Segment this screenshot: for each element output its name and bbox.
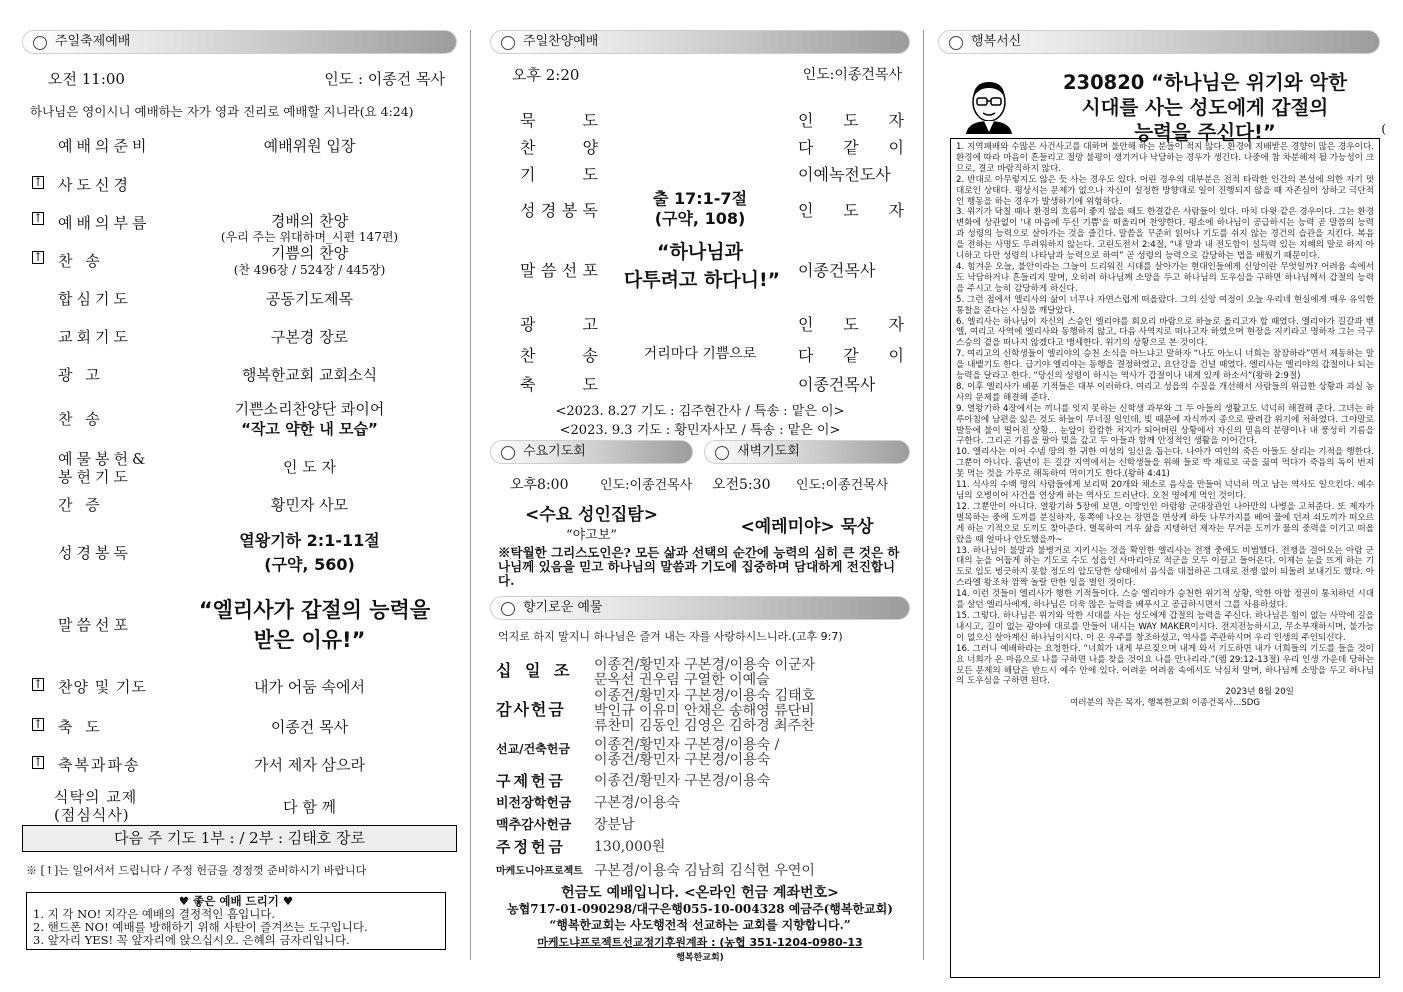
wednesday-header: 수요기도회 bbox=[490, 440, 693, 464]
letter-paragraph: 9. 열왕기하 4장에서는 끼니를 잇지 못하는 신학생 과부와 그 두 아들의 생활고도 넉넉히 해결해 준다. 그녀는 하루아침에 남편을 잃은 것도 하늘이 무너질 일인데, 빚 때문에 자식까지 종으로 팔려갈 위기에 처하였다. 그야말로 발등에 불이 떨어진 상황... 눈앞이 캄캄한 처지가 되어버린 상황에서 자신의 믿음의 분량이나 내 풍성히 기름을 구한다. 그리곤 기름을 팔아 빚을 갚고 두 아들과 함께 안정적인 생활을 이어간다. bbox=[956, 403, 1374, 447]
letter-paragraph: 1. 지역패배와 수많은 사건사고를 대하며 불안해 하는 분들이 적지 않다. 환경에 지배받은 경향이 많은 경우이다. 환경에 따라 마음이 흔들리고 절망 불평이 생기거나 낙담하는 경우가 생긴다. 나중에 참 차분해져 될 가능성이 크므로, 결코 바람직하지 않다. bbox=[956, 142, 1374, 174]
online-offering-title: 헌금도 예배입니다. <온라인 헌금 계좌번호> bbox=[561, 885, 839, 901]
letter-title: 230820 “하나님은 위기와 악한 시대를 사는 성도에게 갑절의 능력을 주신다!” bbox=[1062, 71, 1348, 144]
mission-statement: “행복한교회는 사도행전적 선교하는 교회를 지향합니다.” bbox=[549, 918, 851, 932]
sunday-service-column: 주일축제예배 오전 11:00 인도 : 이종건 목사 하나님은 영이시니 예배하는 자가 영과 진리로 예배할 지니라(요 4:24) 예배의준비 예배위원 입장 ↑ 사도신경 ↑ 예배의부름 경배의 찬양 (우리 주는 위대하며_시편 147편) ↑ 찬 송 기쁨의 찬양 (찬 496장 / 524장 / 445장) 합심기도 공동기도제목 교회기도 구본경 장로 광 고 행복한교회 교회소식 찬 송 기쁜소리찬양단 콰이어 “작고 약한 내 모습” 예물봉헌& 봉헌기도 인 도 자 간 증 황민자 사모 성경봉독 열왕기하 2:1-11절 (구약, 560) 말씀선포 “엘리사가 갑절의 능력을 받은 이유!” ↑ 찬양 및 기도 내가 어둠 속에서 ↑ 축 도 이종건 목사 ↑ 축복과파송 가서 제자 삼으라 식탁의 교제 (점심식사) 다 함 께 다음 주 기도 1부 : / 2부 : 김태호 장로 ※ [↑]는 일어서서 드립니다 / 주정 헌금을 경정껏 준비하시기 바랍니다 ♥ 좋은 예배 드리기 ♥ 1. 지 각 NO! 지각은 예배의 결정적인 흠입니다. 2. 핸드폰 NO! 예배를 방해하기 위해 사탄이 즐겨쓰는 도구입니다. 3. 앞자리 YES! 꼭 앞자리에 앉으십시오. 은혜의 금자리입니다. bbox=[22, 30, 457, 54]
pastor-portrait bbox=[960, 76, 1018, 134]
etiquette-item: 2. 핸드폰 NO! 예배를 방해하기 위해 사탄이 즐겨쓰는 도구입니다. bbox=[33, 920, 368, 934]
service-verse: 하나님은 영이시니 예배하는 자가 영과 진리로 예배할 지니라(요 4:24) bbox=[30, 104, 414, 119]
letter-paragraph: 6. 엘리사는 하나님이 자신의 스승인 엘리야를 회오리 바람으로 하늘로 올리고자 할 때였다. 엘리야가 길갈과 벧엘, 여리고 사역에 엘리사와 동행하지 않고, 다음 사역지로 떠나고자 하였으며 현장을 지키라고 명하자 그는 극구 스승의 곁을 떠나지 않겠다고 맹세한다. 위기의 상황으로 본 것이다. bbox=[956, 316, 1374, 349]
worship-etiquette bbox=[26, 892, 446, 950]
letter-paragraph: 16. 그러니 예배하라는 요청한다. “너희가 내게 부르짖으며 내게 와서 기도하면 내가 너희들의 기도를 들을 것이요 너희가 온 마음으로 나를 구하면 나를 찾을 것이요 나를 만나리라.”(렘 29:12-13절) 우리 인생 가운데 당하는 모든 문제의 해답은 반드시 예수 안에 있다. 어려운 어려움 속에서도 낙심치 말며, 하나님께 소망을 두고 하나님의 도우심을 구하면 된다. bbox=[956, 643, 1374, 687]
letter-paragraph: 12. 그뿐만이 아니다. 열왕기하 5장에 보면, 이방인인 아람왕 군대장관인 나아만의 나병을 고쳐준다. 또 제자가 벌목하는 중에 도끼를 분실하자, 동쪽에 나오는 장면을 연상케 하듯 나무가지를 베어 물에 던져 쇠도끼가 떠오르게 하는 기적으로 도끼도 찾아준다. 벌목하여 겨우 삶을 지탱하던 제자는 무거운 도끼가 물의 중력을 이기고 떠올랐을 때 얼마나 안도했을까~ bbox=[956, 501, 1374, 545]
letter-body bbox=[950, 138, 1380, 978]
wednesday-note: ※탁월한 그리스도인은? 모든 삶과 선택의 순간에 능력의 심히 큰 것은 하나님께 있음을 믿고 하나님의 말씀과 기도에 집중하며 담대하게 전진합니다. bbox=[498, 545, 900, 588]
letter-paragraph: 2. 반대로 아무렇지도 않은 듯 사는 경우도 있다. 어린 경우의 대부분은 전적 타락한 인간의 본성에 의한 자기 멋대로인 상태다. 평상시는 문제가 없으나 자신이 설정한 방향대로 일이 진행되지 않을 때 자존심이 상하고 극단적인 행동을 하는 경우가 발생하기에 위험하다. bbox=[956, 174, 1374, 207]
letter-paragraph: 7. 여리고의 신학생들이 엘리야의 승천 소식을 아느냐고 말하자 “나도 아노니 너희는 잠잠하라”면서 제동하는 말을 내뱉기도 한다. 급기야 엘리야는 동행을 결정하였고, 요단강을 건널 때였다. 엘리사는 엘리야의 갑절이나 되는 능력을 달라고 한다. “당신의 성령이 하시는 역사가 갑절이나 내게 있게 하소서”(왕하 2:9절) bbox=[956, 349, 1374, 382]
wed-leader: 인도:이종건목사 bbox=[600, 478, 693, 493]
wed-title: <수요 성인집탐> bbox=[525, 505, 658, 525]
wed-time: 오후8:00 bbox=[510, 477, 569, 493]
stand-icon: ↑ bbox=[33, 755, 44, 769]
sunday-service-header: 주일축제예배 bbox=[22, 30, 457, 54]
pastor-letter-header: 행복서신 bbox=[938, 30, 1380, 54]
etiquette-title: ♥ 좋은 예배 드리기 ♥ bbox=[178, 894, 294, 908]
stand-icon: ↑ bbox=[33, 717, 44, 731]
letter-signature: 여러분의 작은 목자, 행복한교회 이종건목사...SDG bbox=[1069, 698, 1260, 709]
pastor-letter-column: 행복서신 230820 “하나님은 위기와 악한 시대를 사는 성도에게 갑절의 능력을 주신다!” ( 1. 지역패배와 수많은 사건사고를 대하며 불안해 하는 분들이 적지 않다. 환경에 지배받은 경향이 많은 경우이다. 환경에 따라 마음이 흔들리고 절망 불평이 생기거나 낙담하는 경우가 생긴다. 나중에 참 차분해져 될 가능성이 크므로, 결코 바람직하지 않다. 2. 반대로 아무렇지도 않은 듯 사는 경우도 있다. 어린 경우의 대부분은 전적 타락한 인간의 본성에 의한 자기 멋대로인 상태다. 평상시는 문제가 없으나 자신이 설정한 방향대로 일이 진행되지 않을 때 자존심이 상하고 극단적인 행동을 하는 경우가 발생하기에 위험하다. 3. 위기가 닥칠 때나 환경의 흐름이 좋지 않을 때도 한결같은 사람들이 있다. 마치 다윗 같은 경우이다. 그는 환경 변화에 상관없이 '내 마음에 두신 기쁨'을 떠올리며 찬양한다. 평소에 하나님이 공급하시는 능력 곧 말씀의 능력과 성령의 능력으로 살아가는 것을 즐긴다. 말씀을 꾸준히 읽어나 기도를 쉬지 않는 경건의 습관을 지킨다. 복음을 전하는 사명도 두려워하지 않는다. 고린도전서 2:4절, “내 말과 내 전도함이 설득력 있는 지혜의 말로 하지 아니하고 다만 성령의 나타남과 능력으로 하여” 곧 성령의 능력으로 감당하는 법을 배웠기 때문이다. 4. 힘겨운 오늘, 불안이라는 그늘이 드리워진 시대를 살아가는 현대인들에게 신앙이란 무엇일까? 어려움 속에서도 낙담하거나 흔들리지 말며, 오히려 하나님께 소망을 두고 하나님의 도우심을 구하면 하나님께서 갑절의 능력을 주시고 능히 감당하게 하신다. 5. 그런 점에서 엘리사의 삶이 너무나 자연스럽게 떠올랐다. 그의 신앙 여정이 오늘 우리네 현실에게 매우 유익한 통찰을 준다는 사실을 깨달았다. 6. 엘리사는 하나님이 자신의 스승인 엘리야를 회오리 바람으로 하늘로 올리고자 할 때였다. 엘리야가 길갈과 벧엘, 여리고 사역에 엘리사와 동행하지 않고, 다음 사역지로 떠나고자 하였으며 현장을 지키라고 명하자 그는 극구 스승의 곁을 떠나지 않겠다고 맹세한다. 위기의 상황으로 본 것이다. 7. 여리고의 신학생들이 엘리야의 승천 소식을 아느냐고 말하자 “나도 아노니 너희는 잠잠하라”면서 제동하는 말을 내뱉기도 한다. 급기야 엘리야는 동행을 결정하였고, 요단강을 건널 때였다. 엘리사는 엘리야의 갑절이나 되는 능력을 달라고 한다. “당신의 성령이 하시는 역사가 갑절이나 내게 있게 하소서”(왕하 2:9절) 8. 이후 엘리사가 베푼 기적들은 대부 이러하다. 여리고 성읍의 수질을 개선해서 사람들의 위급한 상황과 괴실 농사의 문제를 해결해 준다. 9. 열왕기하 4장에서는 끼니를 잇지 못하는 신학생 과부와 그 두 아들의 생활고도 넉넉히 해결해 준다. 그녀는 하루아침에 남편을 잃은 것도 하늘이 무너질 일인데, 빚 때문에 자식까지 종으로 팔려갈 위기에 처하였다. 그야말로 발등에 불이 떨어진 상황... 눈앞이 캄캄한 처지가 되어버린 상황에서 자신의 믿음의 분량이나 내 풍성히 기름을 구한다. 그리곤 기름을 팔아 빚을 갚고 두 아들과 함께 안정적인 생활을 이어간다. 10. 엘리사는 이어 수넴 땅의 한 귀한 여성의 임신을 돕는다. 나아가 여인의 죽은 아들도 살리는 기적을 행한다. 그뿐이 아니다. 흉년이 든 길갈 지역에서는 신학생들을 위해 들로 박 재료로 국을 끓여 먹다가 죽음의 독이 번져 못 먹는 것을 가루로 해독하여 먹이기도 한다.(왕하 4:41) 11. 식사의 수백 명의 사람들에게 보리떡 20개와 채소로 음식을 만들어 넉넉히 먹고 남는 역사도 일으킨다. 예수님의 오병이어 사건을 연상케 하는 역사도 드러난다. 오천 명에게 먹인 것이다. 12. 그뿐만이 아니다. 열왕기하 5장에 보면, 이방인인 아람왕 군대장관인 나아만의 나병을 고쳐준다. 또 제자가 벌목하는 중에 도끼를 분실하자, 동쪽에 나오는 장면을 연상케 하듯 나무가지를 베어 물에 던져 쇠도끼가 떠오르게 하는 기적으로 도끼도 찾아준다. 벌목하여 겨우 삶을 지탱하던 제자는 무거운 도끼가 물의 중력을 이기고 떠올랐을 때 얼마나 안도했을까~ 13. 하나님이 불말과 불병거로 지키시는 것을 확인한 엘리사는 전쟁 중에도 비범했다. 전쟁을 걸어오는 아람 군대의 눈을 어둡게 하는 기도로 수도 성읍인 사마리아로 적군을 모두 이끌고 들어온다. 이제는 눈을 뜨게 하는 기도로 입도 벙긋하지 못할 정도의 압도당한 상태에서 음식을 대접하곤 그대로 전쟁 없이 되돌려 보내기도 했다. 아스라엘 왕조차 깜짝 놀랄 만한 일을 벌인 것이다. 14. 이런 것들이 엘리사가 행한 기적들이다. 스승 엘리야가 승천한 위기적 상황, 악한 아합 정권이 통치하던 시대를 살던 엘리사에게, 하나님은 더욱 많은 능력을 베푸시고 공급하시면서 그를 사용하셨다. 15. 그렇다. 하나님은 위기와 악한 시대를 사는 성도에게 갑절의 능력을 주신다. 하나님은 힘이 없는 사막에 길을 내시고, 길이 없는 광야에 대로를 만들어 내시는 WAY MAKER이시다. 전지전능하시고, 무소부재하시며, 불가능이 없으신 살아계신 하나님이시다. 이 온 우주를 창조하셨고, 역사를 주관하시며 우리 인생의 주인되신다. 16. 그러니 예배하라는 요청한다. “너희가 내게 부르짖으며 내게 와서 기도하면 내가 너희들의 기도를 들을 것이요 너희가 온 마음으로 나를 구하면 나를 찾을 것이요 나를 만나리라.”(렘 29:12-13절) 우리 인생 가운데 당하는 모든 문제의 해답은 반드시 예수 안에 있다. 어려운 어려움 속에서도 낙심치 말며, 하나님께 소망을 두고 하나님의 도우심을 구하면 된다. 2023년 8월 20일 여러분의 작은 목자, 행복한교회 이종건목사...SDG bbox=[938, 30, 1380, 54]
afternoon-leader: 인도:이종건목사 bbox=[802, 67, 902, 83]
stand-icon: ↑ bbox=[33, 677, 44, 691]
dawn-leader: 인도:이종건목사 bbox=[796, 478, 889, 493]
dawn-title: <예레미야> 묵상 bbox=[740, 517, 874, 537]
dawn-time: 오전5:30 bbox=[712, 477, 771, 493]
next-week-prayer: 다음 주 기도 1부 : / 2부 : 김태호 장로 bbox=[22, 825, 457, 852]
service-leader: 인도 : 이종건 목사 bbox=[324, 70, 445, 88]
letter-paragraph: 3. 위기가 닥칠 때나 환경의 흐름이 좋지 않을 때도 한결같은 사람들이 있다. 마치 다윗 같은 경우이다. 그는 환경 변화에 상관없이 '내 마음에 두신 기쁨'을 떠올리며 찬양한다. 평소에 하나님이 공급하시는 능력 곧 말씀의 능력과 성령의 능력으로 살아가는 것을 즐긴다. 말씀을 꾸준히 읽어나 기도를 쉬지 않는 경건의 습관을 지킨다. 복음을 전하는 사명도 두려워하지 않는다. 고린도전서 2:4절, “내 말과 내 전도함이 설득력 있는 지혜의 말로 하지 아니하고 다만 성령의 나타남과 능력으로 하여” 곧 성령의 능력으로 감당하는 법을 배웠기 때문이다. bbox=[956, 207, 1374, 262]
letter-paragraph: 11. 식사의 수백 명의 사람들에게 보리떡 20개와 채소로 음식을 만들어 넉넉히 먹고 남는 역사도 일으킨다. 예수님의 오병이어 사건을 연상케 하는 역사도 드러난다. 오천 명에게 먹인 것이다. bbox=[956, 480, 1374, 501]
letter-paragraph: 13. 하나님이 불말과 불병거로 지키시는 것을 확인한 엘리사는 전쟁 중에도 비범했다. 전쟁을 걸어오는 아람 군대의 눈을 어둡게 하는 기도로 수도 성읍인 사마리아로 적군을 모두 이끌고 들어온다. 이제는 눈을 뜨게 하는 기도로 입도 벙긋하지 못할 정도의 압도당한 상태에서 음식을 대접하곤 그대로 전쟁 없이 되돌려 보내기도 했다. 아스라엘 왕조차 깜짝 놀랄 만한 일을 벌인 것이다. bbox=[956, 545, 1374, 589]
standing-note: ※ [↑]는 일어서서 드립니다 / 주정 헌금을 경정껏 준비하시기 바랍니다 bbox=[26, 864, 367, 877]
macedonia-account-name: 행복한교회) bbox=[676, 953, 724, 963]
macedonia-account: 마케도냐프로젝트선교정기후원계좌 : (농협 351-1204-0980-13 bbox=[537, 936, 863, 949]
afternoon-service-column: 주일찬양예배 오후 2:20 인도:이종건목사 묵 도 인 도 자 찬 양 다 같 이 기 도 이예녹전도사 성 경 봉 독 출 17:1-7절 (구약, 108) 인 도 자 말 씀 선 포 “하나님과 다투려고 하다니!” 이종건목사 광 고 인 도 자 찬 송 거리마다 기쁨으로 다 같 이 축 도 이종건목사 <2023. 8.27 기도 : 김주현간사 / 특송 : 맡은 이> <2023. 9.3 기도 : 황민자사모 / 특송 : 맡은 이> 수요기도회 새벽기도회 오후8:00 인도:이종건목사 오전5:30 인도:이종건목사 <수요 성인집탐> “야고보” <예레미야> 묵상 ※탁월한 그리스도인은? 모든 삶과 선택의 순간에 능력의 심히 큰 것은 하나님께 있음을 믿고 하나님의 말씀과 기도에 집중하며 담대하게 전진합니다. 향기로운 예물 억지로 하지 말지니 하나님은 즐겨 내는 자를 사랑하시느니라.(고후 9:7) 십 일 조 이종건/황민자 구본경/이용숙 이군자 문옥선 권우림 구열한 이예슬 감사헌금 이종건/황민자 구본경/이용숙 김태호 박인규 이유미 안채은 송해영 류단비 류찬미 김동인 김영은 김하경 최주찬 선교/건축헌금 이종건/황민자 구본경/이용숙 / 이종건/황민자 구본경/이용숙 구제헌금 이종건/황민자 구본경/이용숙 비전장학헌금 구본경/이용숙 맥추감사헌금 장분남 주정헌금 130,000원 마케도니아프로젝트 구본경/이용숙 김남희 김식현 우연이 헌금도 예배입니다. <온라인 헌금 계좌번호> 농협717-01-090298/대구은행055-10-004328 예금주(행복한교회) “행복한교회는 사도행전적 선교하는 교회를 지향합니다.” 마케도냐프로젝트선교정기후원계좌 : (농협 351-1204-0980-13 행복한교회) bbox=[490, 30, 910, 54]
stand-icon: ↑ bbox=[33, 175, 44, 189]
letter-date: 2023년 8월 20일 bbox=[1225, 687, 1294, 698]
etiquette-item: 3. 앞자리 YES! 꼭 앞자리에 앉으십시오. 은혜의 금자리입니다. bbox=[33, 933, 350, 947]
letter-paragraph: 5. 그런 점에서 엘리사의 삶이 너무나 자연스럽게 떠올랐다. 그의 신앙 여정이 오늘 우리네 현실에게 매우 유익한 통찰을 준다는 사실을 깨달았다. bbox=[956, 294, 1374, 316]
letter-paragraph: 8. 이후 엘리사가 베푼 기적들은 대부 이러하다. 여리고 성읍의 수질을 개선해서 사람들의 위급한 상황과 괴실 농사의 문제를 해결해 준다. bbox=[956, 381, 1374, 403]
etiquette-item: 1. 지 각 NO! 지각은 예배의 결정적인 흠입니다. bbox=[33, 907, 276, 921]
offering-account: 농협717-01-090298/대구은행055-10-004328 예금주(행복한교회) bbox=[507, 902, 893, 916]
letter-paragraph: 14. 이런 것들이 엘리사가 행한 기적들이다. 스승 엘리야가 승천한 위기적 상황, 악한 아합 정권이 통치하던 시대를 살던 엘리사에게, 하나님은 더욱 많은 능력을 베푸시고 공급하시면서 그를 사용하셨다. bbox=[956, 589, 1374, 611]
prayer-schedule-1: <2023. 8.27 기도 : 김주현간사 / 특송 : 맡은 이> bbox=[555, 404, 845, 419]
stand-icon: ↑ bbox=[33, 250, 44, 264]
letter-paragraph: 4. 힘겨운 오늘, 불안이라는 그늘이 드리워진 시대를 살아가는 현대인들에게 신앙이란 무엇일까? 어려움 속에서도 낙담하거나 흔들리지 말며, 오히려 하나님께 소망을 두고 하나님의 도우심을 구하면 하나님께서 갑절의 능력을 주시고 능히 감당하게 하신다. bbox=[956, 261, 1374, 294]
stand-icon: ↑ bbox=[33, 211, 44, 225]
offering-header: 향기로운 예물 bbox=[490, 596, 910, 620]
dawn-header: 새벽기도회 bbox=[704, 440, 910, 464]
letter-paragraph: 10. 엘리사는 이어 수넴 땅의 한 귀한 여성의 임신을 돕는다. 나아가 여인의 죽은 아들도 살리는 기적을 행한다. 그뿐이 아니다. 흉년이 든 길갈 지역에서는 신학생들을 위해 들로 박 재료로 국을 끓여 먹다가 죽음의 독이 번져 못 먹는 것을 가루로 해독하여 먹이기도 한다.(왕하 4:41) bbox=[956, 447, 1374, 480]
afternoon-service-header: 주일찬양예배 bbox=[490, 30, 910, 54]
offering-verse: 억지로 하지 말지니 하나님은 즐겨 내는 자를 사랑하시느니라.(고후 9:7) bbox=[498, 630, 843, 643]
wed-subtitle: “야고보” bbox=[566, 528, 617, 543]
letter-paragraph: 15. 그렇다. 하나님은 위기와 악한 시대를 사는 성도에게 갑절의 능력을 주신다. 하나님은 힘이 없는 사막에 길을 내시고, 길이 없는 광야에 대로를 만들어 내시는 WAY MAKER이시다. 전지전능하시고, 무소부재하시며, 불가능이 없으신 살아계신 하나님이시다. 이 온 우주를 창조하셨고, 역사를 주관하시며 우리 인생의 주인되신다. bbox=[956, 610, 1374, 643]
afternoon-time: 오후 2:20 bbox=[512, 66, 580, 84]
prayer-schedule-2: <2023. 9.3 기도 : 황민자사모 / 특송 : 맡은 이> bbox=[559, 423, 841, 438]
service-time: 오전 11:00 bbox=[48, 70, 125, 88]
